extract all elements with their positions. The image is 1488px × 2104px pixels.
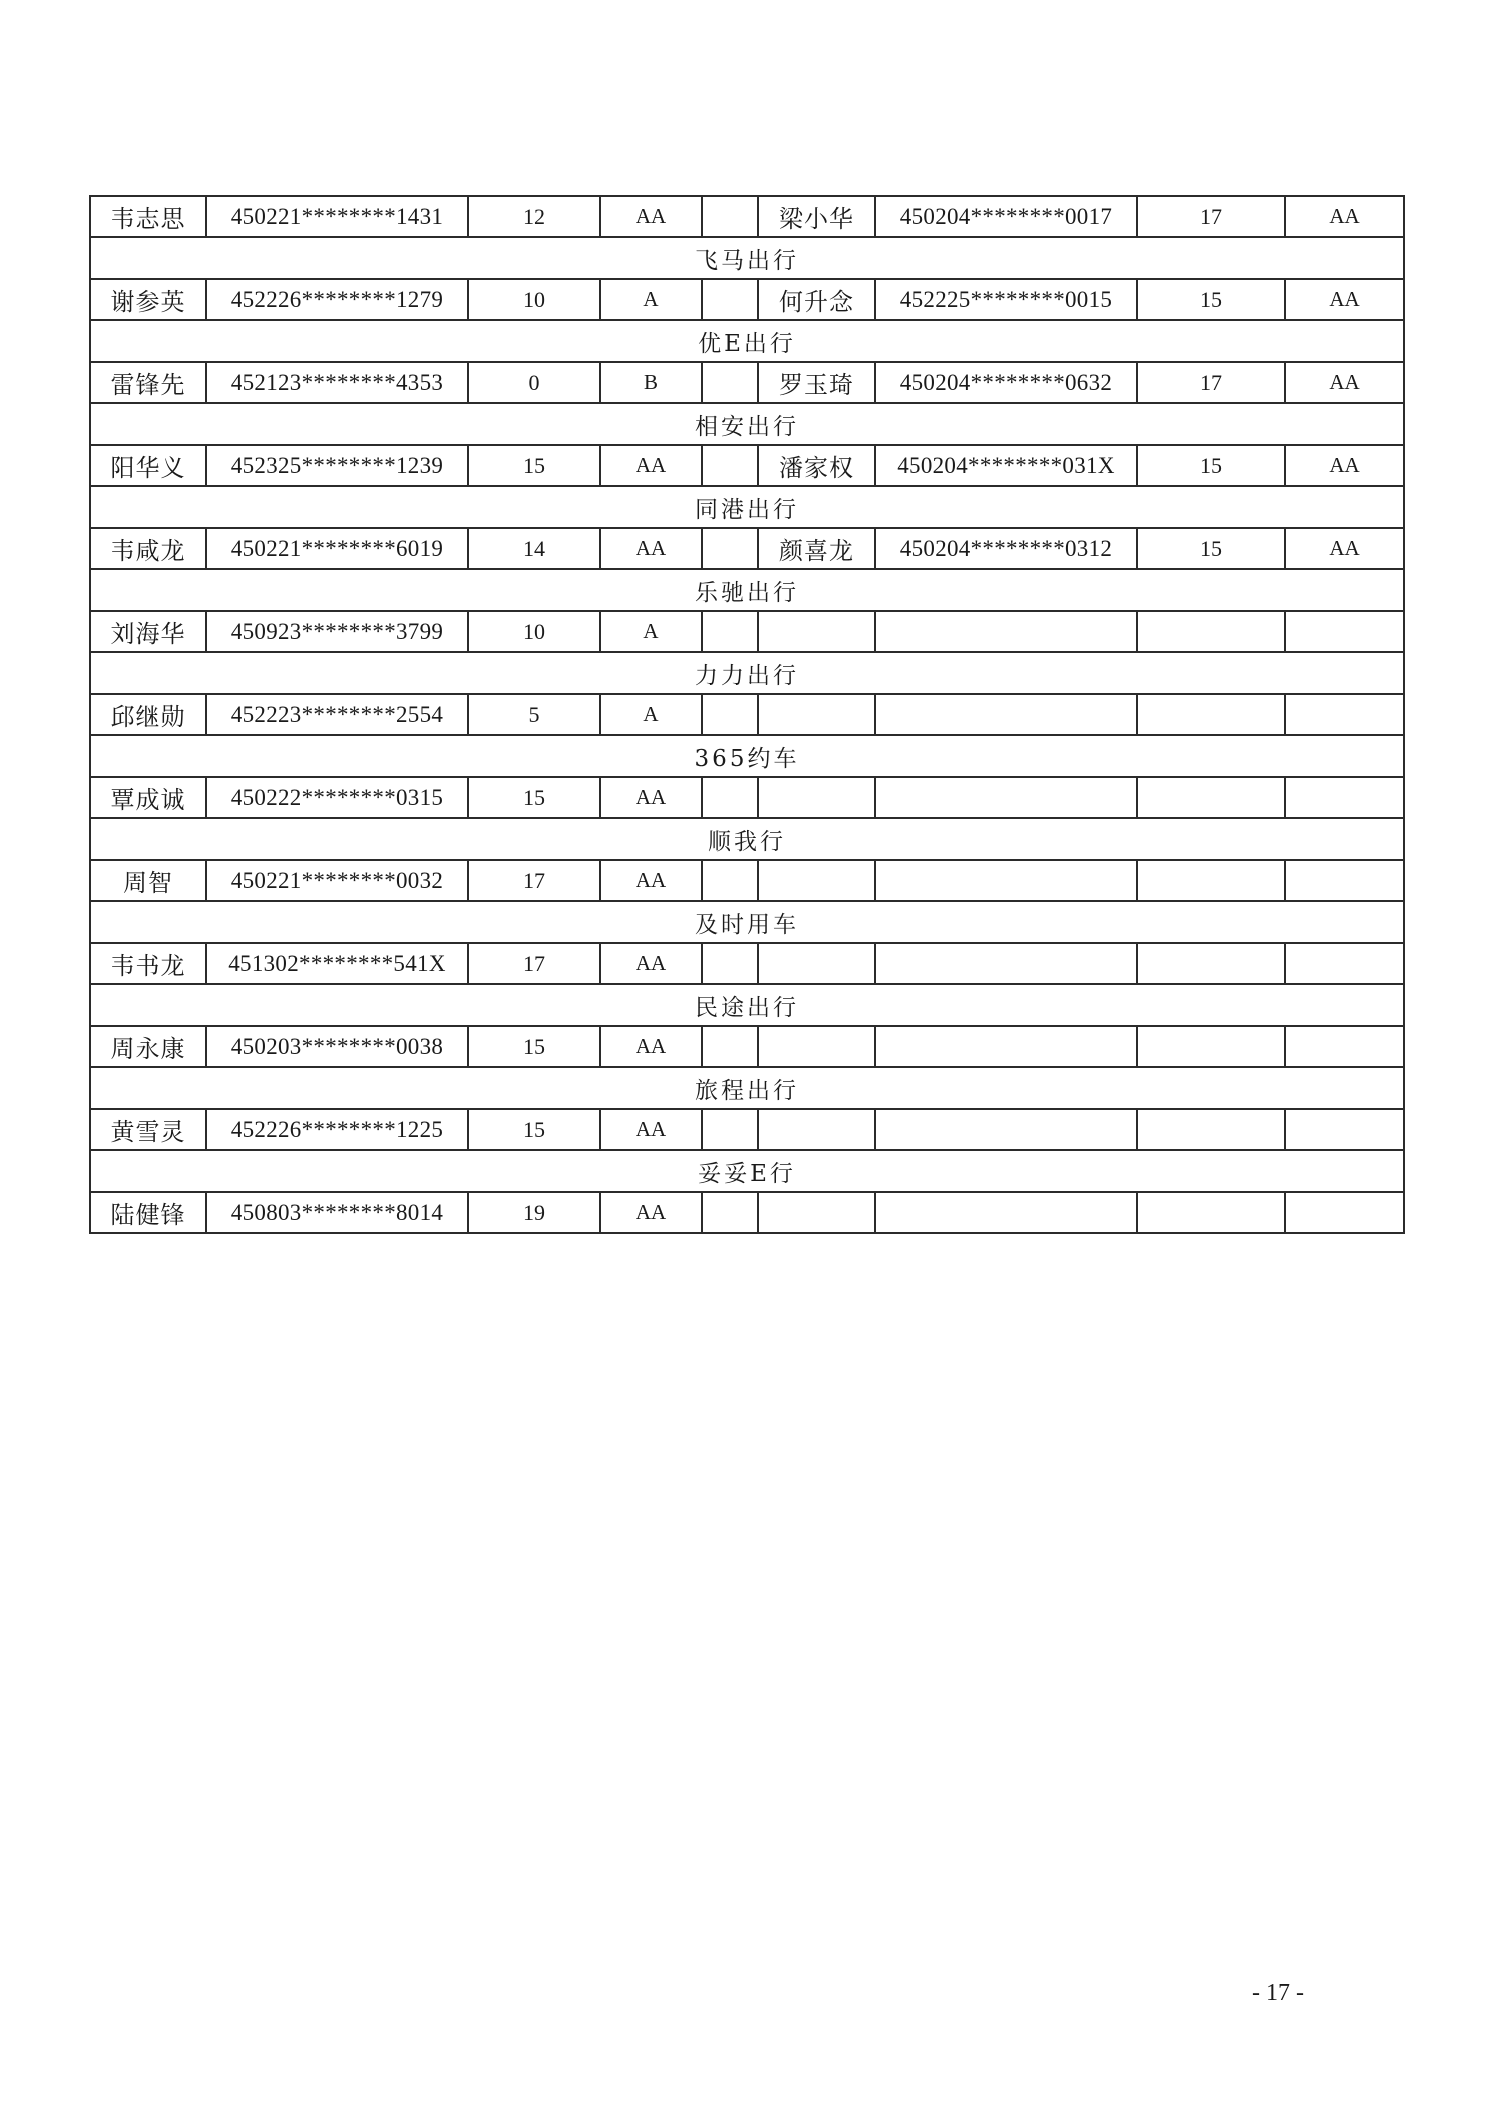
- score-cell: [1137, 1109, 1285, 1150]
- id-number-cell: [875, 1109, 1137, 1150]
- company-name: 力力出行: [90, 652, 1404, 694]
- driver-name-cell: 韦志思: [90, 196, 206, 237]
- score-cell: 15: [468, 445, 600, 486]
- table-row: [90, 279, 1404, 320]
- score-cell: 17: [468, 943, 600, 984]
- company-name: 飞马出行: [90, 237, 1404, 279]
- driver-name-cell: 雷锋先: [90, 362, 206, 403]
- driver-name-cell: 罗玉琦: [758, 362, 875, 403]
- id-number-cell: 452325********1239: [206, 445, 468, 486]
- grade-cell: A: [600, 279, 702, 320]
- grade-cell: [1285, 1109, 1404, 1150]
- table-row: [90, 1026, 1404, 1067]
- table-row: [90, 860, 1404, 901]
- score-cell: [1137, 694, 1285, 735]
- grade-cell: [1285, 777, 1404, 818]
- table-row: [90, 943, 1404, 984]
- score-cell: [1137, 777, 1285, 818]
- id-number-cell: 450221********1431: [206, 196, 468, 237]
- table-row: [90, 694, 1404, 735]
- score-cell: 0: [468, 362, 600, 403]
- score-cell: 17: [468, 860, 600, 901]
- table-row: [90, 1192, 1404, 1233]
- id-number-cell: 450221********0032: [206, 860, 468, 901]
- company-header-row: [90, 237, 1404, 279]
- company-name: 相安出行: [90, 403, 1404, 445]
- spacer-cell: [702, 1192, 758, 1233]
- score-cell: 5: [468, 694, 600, 735]
- spacer-cell: [702, 1109, 758, 1150]
- spacer-cell: [702, 528, 758, 569]
- driver-name-cell: 周智: [90, 860, 206, 901]
- spacer-cell: [702, 1026, 758, 1067]
- grade-cell: A: [600, 694, 702, 735]
- grade-cell: AA: [600, 860, 702, 901]
- driver-name-cell: 何升念: [758, 279, 875, 320]
- table-body: [90, 196, 1404, 1233]
- grade-cell: AA: [1285, 445, 1404, 486]
- id-number-cell: [875, 1192, 1137, 1233]
- page-number: - 17 -: [1252, 1980, 1304, 2006]
- id-number-cell: 450204********0017: [875, 196, 1137, 237]
- grade-cell: [1285, 611, 1404, 652]
- id-number-cell: 450204********0632: [875, 362, 1137, 403]
- score-cell: 15: [468, 777, 600, 818]
- company-header-row: [90, 1067, 1404, 1109]
- driver-name-cell: 韦咸龙: [90, 528, 206, 569]
- driver-score-table: [89, 195, 1405, 1234]
- score-cell: 10: [468, 279, 600, 320]
- spacer-cell: [702, 611, 758, 652]
- driver-name-cell: 刘海华: [90, 611, 206, 652]
- company-name: 顺我行: [90, 818, 1404, 860]
- driver-name-cell: 陆健锋: [90, 1192, 206, 1233]
- id-number-cell: 452226********1225: [206, 1109, 468, 1150]
- grade-cell: AA: [600, 943, 702, 984]
- id-number-cell: 452123********4353: [206, 362, 468, 403]
- company-header-row: [90, 403, 1404, 445]
- id-number-cell: 450203********0038: [206, 1026, 468, 1067]
- id-number-cell: 450204********031X: [875, 445, 1137, 486]
- id-number-cell: 450221********6019: [206, 528, 468, 569]
- id-number-cell: 452225********0015: [875, 279, 1137, 320]
- score-cell: 10: [468, 611, 600, 652]
- spacer-cell: [702, 362, 758, 403]
- driver-name-cell: [758, 611, 875, 652]
- company-name: 及时用车: [90, 901, 1404, 943]
- driver-name-cell: 黄雪灵: [90, 1109, 206, 1150]
- id-number-cell: [875, 777, 1137, 818]
- spacer-cell: [702, 860, 758, 901]
- id-number-cell: 450222********0315: [206, 777, 468, 818]
- grade-cell: AA: [600, 777, 702, 818]
- score-cell: [1137, 943, 1285, 984]
- driver-name-cell: [758, 694, 875, 735]
- driver-name-cell: 韦书龙: [90, 943, 206, 984]
- table-row: [90, 611, 1404, 652]
- driver-name-cell: [758, 1192, 875, 1233]
- id-number-cell: [875, 860, 1137, 901]
- company-header-row: [90, 569, 1404, 611]
- company-header-row: [90, 901, 1404, 943]
- grade-cell: AA: [600, 1026, 702, 1067]
- spacer-cell: [702, 196, 758, 237]
- score-cell: 15: [468, 1109, 600, 1150]
- id-number-cell: [875, 1026, 1137, 1067]
- company-header-row: [90, 486, 1404, 528]
- driver-name-cell: 邱继勋: [90, 694, 206, 735]
- company-header-row: [90, 984, 1404, 1026]
- company-header-row: [90, 735, 1404, 777]
- table-row: [90, 528, 1404, 569]
- company-header-row: [90, 818, 1404, 860]
- table-row: [90, 196, 1404, 237]
- id-number-cell: 450923********3799: [206, 611, 468, 652]
- score-cell: 15: [1137, 528, 1285, 569]
- spacer-cell: [702, 694, 758, 735]
- driver-name-cell: [758, 860, 875, 901]
- grade-cell: AA: [600, 1192, 702, 1233]
- driver-name-cell: [758, 777, 875, 818]
- grade-cell: AA: [1285, 279, 1404, 320]
- score-cell: 17: [1137, 196, 1285, 237]
- id-number-cell: [875, 694, 1137, 735]
- grade-cell: [1285, 694, 1404, 735]
- company-name: 乐驰出行: [90, 569, 1404, 611]
- score-cell: 12: [468, 196, 600, 237]
- driver-name-cell: 潘家权: [758, 445, 875, 486]
- driver-name-cell: 阳华义: [90, 445, 206, 486]
- company-name: 旅程出行: [90, 1067, 1404, 1109]
- score-cell: 15: [468, 1026, 600, 1067]
- id-number-cell: [875, 943, 1137, 984]
- grade-cell: [1285, 860, 1404, 901]
- table-row: [90, 1109, 1404, 1150]
- grade-cell: AA: [1285, 362, 1404, 403]
- table-row: [90, 777, 1404, 818]
- grade-cell: [1285, 1026, 1404, 1067]
- id-number-cell: [875, 611, 1137, 652]
- grade-cell: AA: [600, 528, 702, 569]
- driver-name-cell: [758, 1109, 875, 1150]
- company-header-row: [90, 652, 1404, 694]
- driver-name-cell: 梁小华: [758, 196, 875, 237]
- id-number-cell: 450204********0312: [875, 528, 1137, 569]
- grade-cell: [1285, 1192, 1404, 1233]
- driver-name-cell: [758, 1026, 875, 1067]
- company-name: 民途出行: [90, 984, 1404, 1026]
- table-row: [90, 445, 1404, 486]
- company-header-row: [90, 1150, 1404, 1192]
- grade-cell: AA: [1285, 528, 1404, 569]
- spacer-cell: [702, 777, 758, 818]
- company-name: 365约车: [90, 735, 1404, 777]
- driver-name-cell: 谢参英: [90, 279, 206, 320]
- grade-cell: B: [600, 362, 702, 403]
- grade-cell: A: [600, 611, 702, 652]
- driver-name-cell: 颜喜龙: [758, 528, 875, 569]
- score-cell: 15: [1137, 445, 1285, 486]
- driver-name-cell: 覃成诚: [90, 777, 206, 818]
- driver-name-cell: 周永康: [90, 1026, 206, 1067]
- score-cell: [1137, 860, 1285, 901]
- id-number-cell: 451302********541X: [206, 943, 468, 984]
- grade-cell: AA: [600, 196, 702, 237]
- spacer-cell: [702, 943, 758, 984]
- id-number-cell: 450803********8014: [206, 1192, 468, 1233]
- company-name: 优E出行: [90, 320, 1404, 362]
- id-number-cell: 452223********2554: [206, 694, 468, 735]
- id-number-cell: 452226********1279: [206, 279, 468, 320]
- grade-cell: AA: [600, 445, 702, 486]
- table-row: [90, 362, 1404, 403]
- company-name: 妥妥E行: [90, 1150, 1404, 1192]
- grade-cell: [1285, 943, 1404, 984]
- score-cell: 17: [1137, 362, 1285, 403]
- spacer-cell: [702, 279, 758, 320]
- score-cell: 14: [468, 528, 600, 569]
- driver-name-cell: [758, 943, 875, 984]
- company-name: 同港出行: [90, 486, 1404, 528]
- spacer-cell: [702, 445, 758, 486]
- score-cell: 15: [1137, 279, 1285, 320]
- company-header-row: [90, 320, 1404, 362]
- score-cell: [1137, 1192, 1285, 1233]
- score-cell: [1137, 611, 1285, 652]
- grade-cell: AA: [600, 1109, 702, 1150]
- score-cell: 19: [468, 1192, 600, 1233]
- score-cell: [1137, 1026, 1285, 1067]
- grade-cell: AA: [1285, 196, 1404, 237]
